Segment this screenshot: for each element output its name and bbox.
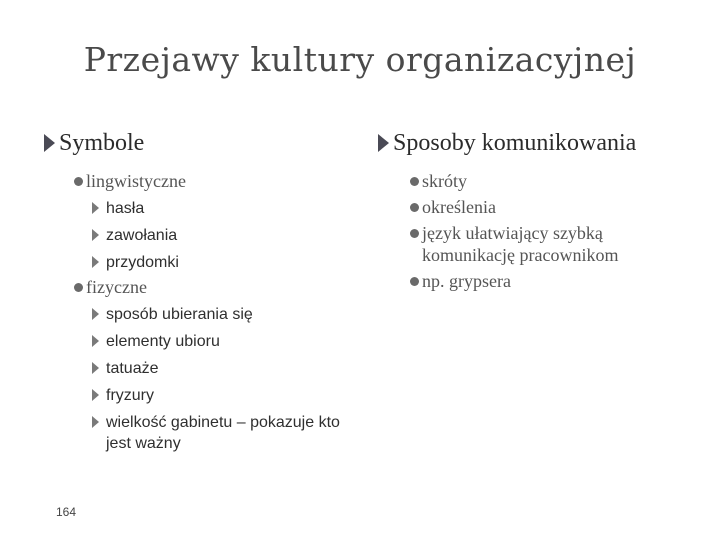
list-item-text: np. grypsera bbox=[422, 271, 511, 291]
left-column bbox=[44, 126, 374, 454]
list-item bbox=[92, 252, 374, 273]
list-item-text: hasła bbox=[106, 200, 145, 217]
list-item bbox=[92, 358, 374, 379]
heading-symbole bbox=[44, 126, 374, 160]
list-item bbox=[92, 304, 374, 325]
list-item bbox=[410, 196, 708, 218]
list-item bbox=[410, 170, 708, 192]
group-label: fizyczne bbox=[86, 277, 147, 297]
list-item-text: przydomki bbox=[106, 254, 179, 271]
list-item-text: skróty bbox=[422, 171, 467, 191]
triangle-bullet-icon bbox=[92, 389, 99, 401]
triangle-bullet-icon bbox=[92, 416, 99, 428]
list-item bbox=[92, 225, 374, 246]
round-bullet-icon bbox=[410, 229, 419, 238]
triangle-bullet-icon bbox=[92, 256, 99, 268]
list-item-text: język ułatwiający szybką komunikację pracownikom bbox=[422, 223, 619, 265]
group-label: lingwistyczne bbox=[86, 171, 186, 191]
group-fizyczne bbox=[74, 276, 374, 298]
list-item-text: fryzury bbox=[106, 387, 154, 404]
round-bullet-icon bbox=[410, 203, 419, 212]
list-item-text: zawołania bbox=[106, 227, 178, 244]
list-item bbox=[410, 270, 708, 292]
list-item-text: sposób ubierania się bbox=[106, 306, 253, 323]
page-number: 164 bbox=[56, 505, 77, 519]
triangle-bullet-icon bbox=[92, 229, 99, 241]
list-item-text: elementy ubioru bbox=[106, 333, 220, 350]
round-bullet-icon bbox=[410, 177, 419, 186]
list-item bbox=[92, 412, 342, 454]
right-column bbox=[378, 126, 708, 292]
heading-label: Sposoby komunikowania bbox=[393, 129, 637, 156]
triangle-bullet-icon bbox=[378, 134, 389, 152]
round-bullet-icon bbox=[410, 277, 419, 286]
triangle-bullet-icon bbox=[92, 202, 99, 214]
heading-sposoby-komunikowania bbox=[378, 126, 708, 160]
round-bullet-icon bbox=[74, 177, 83, 186]
heading-label: Symbole bbox=[59, 129, 145, 156]
list-item bbox=[92, 331, 374, 352]
triangle-bullet-icon bbox=[44, 134, 55, 152]
round-bullet-icon bbox=[74, 283, 83, 292]
group-lingwistyczne bbox=[74, 170, 374, 192]
list-item-text: określenia bbox=[422, 197, 496, 217]
triangle-bullet-icon bbox=[92, 335, 99, 347]
list-item-text: wielkość gabinetu – pokazuje kto jest ważny bbox=[106, 414, 340, 452]
triangle-bullet-icon bbox=[92, 362, 99, 374]
triangle-bullet-icon bbox=[92, 308, 99, 320]
slide-title: Przejawy kultury organizacyjnej bbox=[83, 40, 637, 79]
list-item-text: tatuaże bbox=[106, 360, 159, 377]
list-item bbox=[410, 222, 672, 266]
list-item bbox=[92, 385, 374, 406]
list-item bbox=[92, 198, 374, 219]
